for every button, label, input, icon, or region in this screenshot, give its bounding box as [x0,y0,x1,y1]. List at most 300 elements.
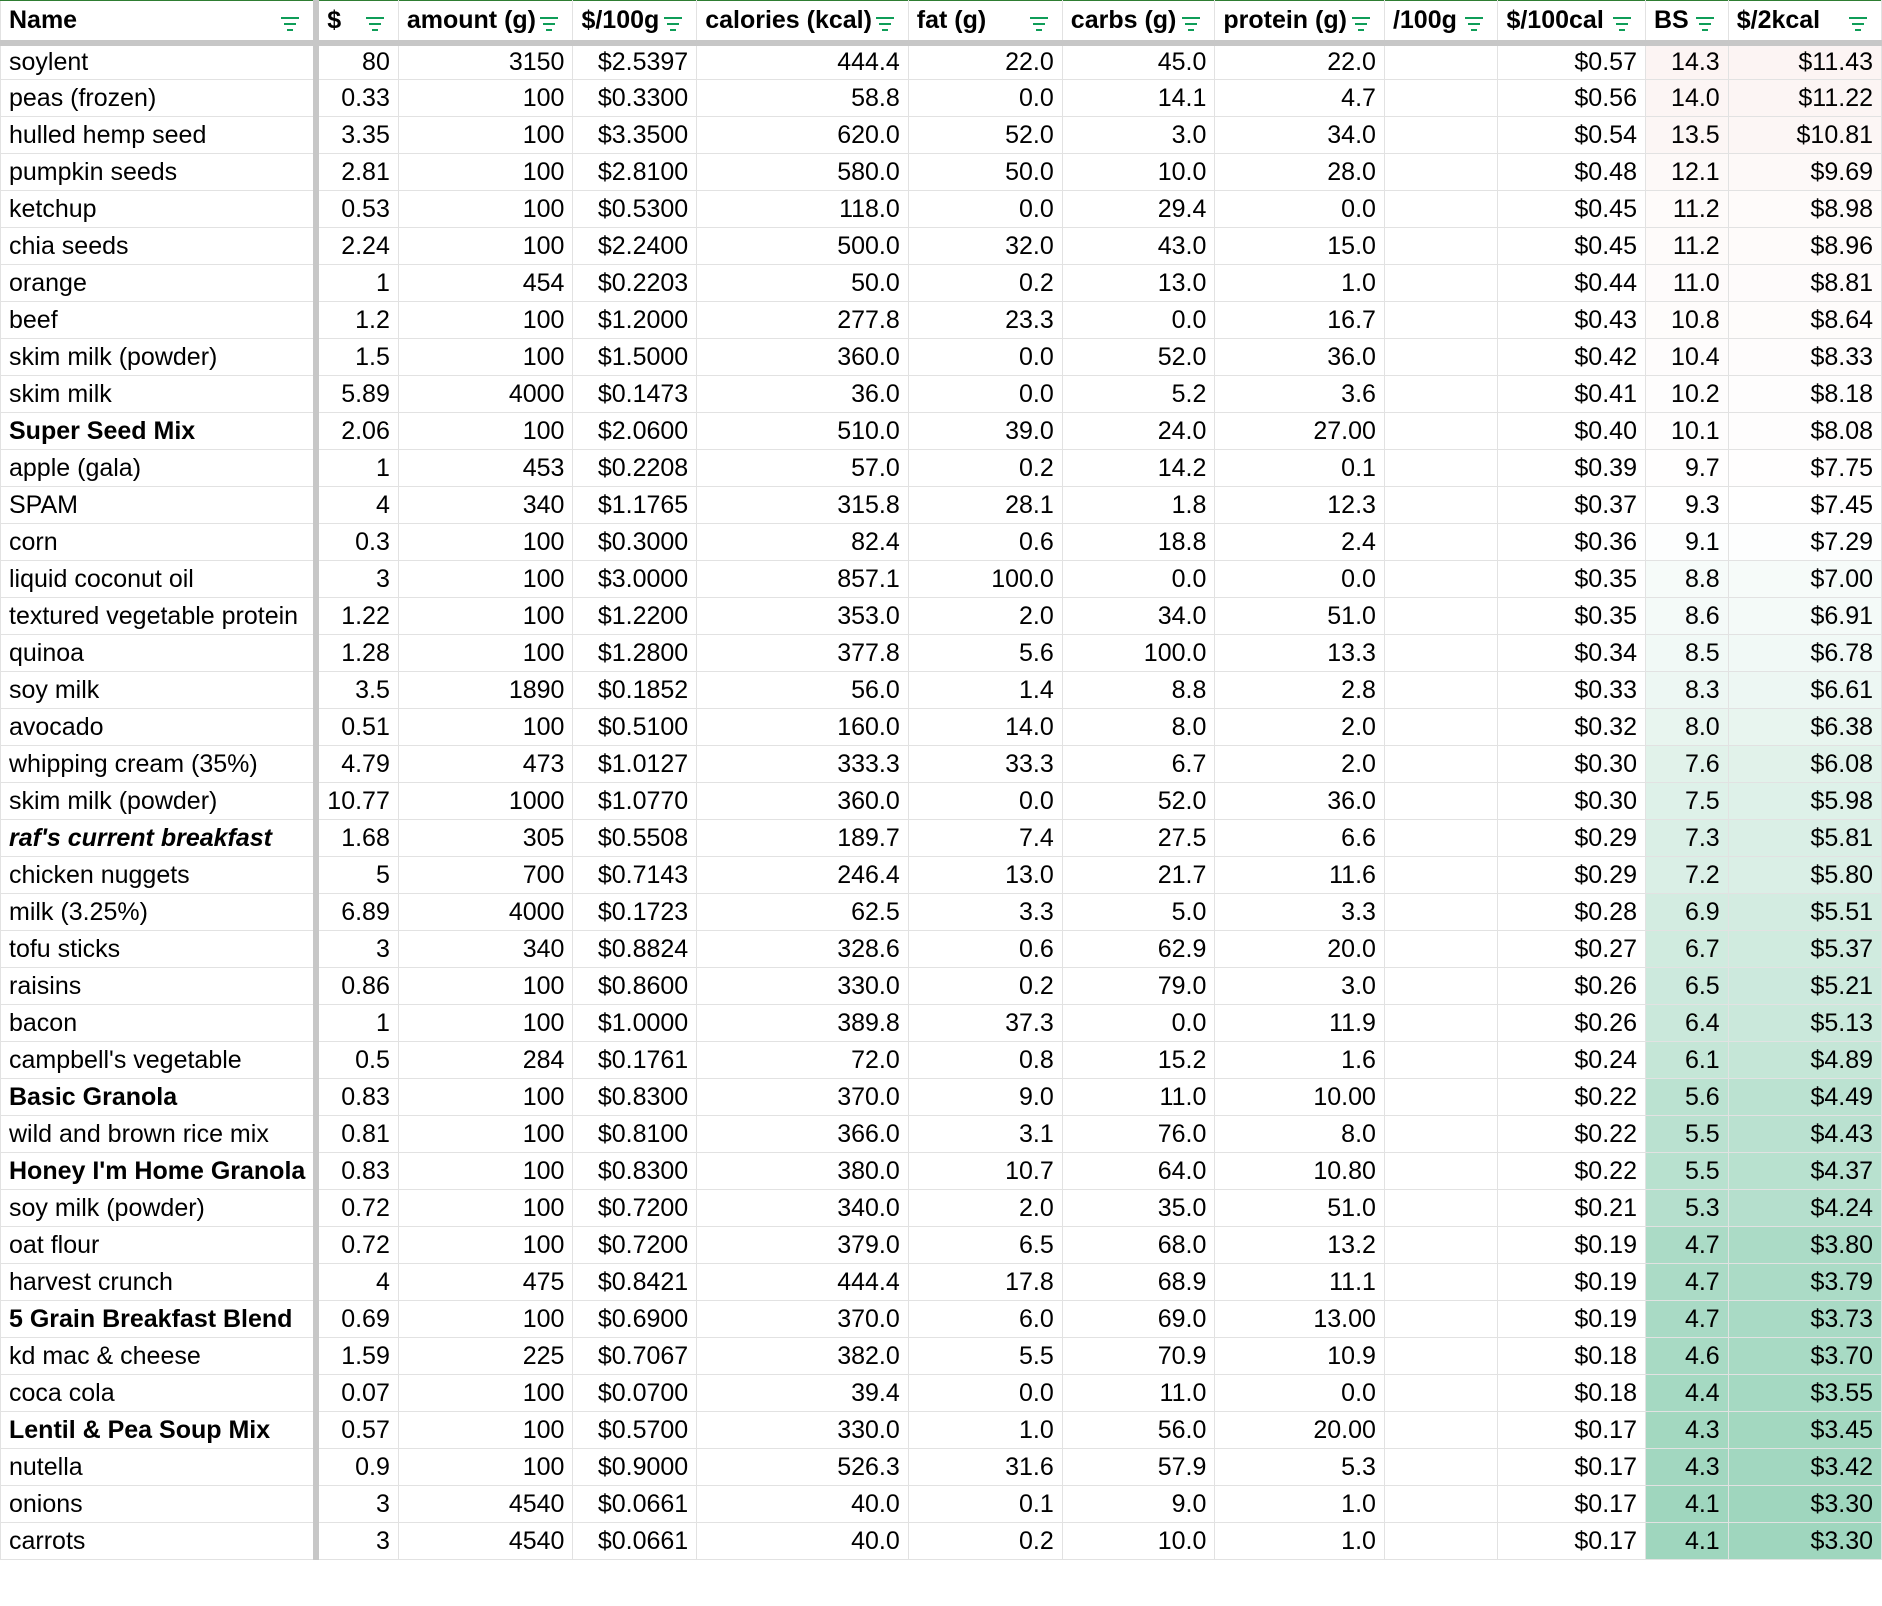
cell-fat[interactable]: 0.6 [908,524,1062,561]
cell-bs[interactable]: 10.2 [1645,376,1728,413]
cell-bs[interactable]: 4.7 [1645,1301,1728,1338]
cell-carbs[interactable]: 3.0 [1062,117,1215,154]
cell-per-100g[interactable] [1384,672,1498,709]
cell-protein[interactable]: 0.0 [1215,191,1385,228]
cell-price-per-100cal[interactable]: $0.35 [1498,598,1646,635]
cell-protein[interactable]: 11.1 [1215,1264,1385,1301]
cell-fat[interactable]: 1.4 [908,672,1062,709]
cell-bs[interactable]: 4.7 [1645,1264,1728,1301]
cell-amount[interactable]: 100 [398,524,573,561]
cell-fat[interactable]: 0.8 [908,1042,1062,1079]
cell-calories[interactable]: 330.0 [697,968,909,1005]
cell-price-per-100cal[interactable]: $0.37 [1498,487,1646,524]
cell-price-per-100g[interactable]: $1.2800 [573,635,697,672]
cell-per-100g[interactable] [1384,117,1498,154]
cell-bs[interactable]: 8.6 [1645,598,1728,635]
cell-amount[interactable]: 4540 [398,1486,573,1523]
cell-price-per-2kcal[interactable]: $7.75 [1728,450,1881,487]
column-header-name[interactable] [1,1,317,43]
cell-protein[interactable]: 51.0 [1215,1190,1385,1227]
cell-fat[interactable]: 5.5 [908,1338,1062,1375]
cell-fat[interactable]: 9.0 [908,1079,1062,1116]
cell-amount[interactable]: 4000 [398,894,573,931]
cell-calories[interactable]: 50.0 [697,265,909,302]
cell-price-per-100g[interactable]: $1.0770 [573,783,697,820]
cell-bs[interactable]: 11.2 [1645,228,1728,265]
cell-fat[interactable]: 37.3 [908,1005,1062,1042]
cell-carbs[interactable]: 45.0 [1062,43,1215,80]
cell-cost[interactable]: 0.69 [316,1301,398,1338]
cell-cost[interactable]: 3 [316,1523,398,1560]
cell-price-per-100g[interactable]: $2.2400 [573,228,697,265]
cell-per-100g[interactable] [1384,339,1498,376]
cell-name[interactable]: 5 Grain Breakfast Blend [1,1301,317,1338]
cell-cost[interactable]: 0.9 [316,1449,398,1486]
cell-price-per-100g[interactable]: $3.0000 [573,561,697,598]
cell-cost[interactable]: 0.57 [316,1412,398,1449]
cell-carbs[interactable]: 15.2 [1062,1042,1215,1079]
cell-calories[interactable]: 380.0 [697,1153,909,1190]
cell-bs[interactable]: 7.5 [1645,783,1728,820]
cell-name[interactable]: skim milk (powder) [1,339,317,376]
cell-amount[interactable]: 100 [398,598,573,635]
cell-price-per-100g[interactable]: $0.0700 [573,1375,697,1412]
cell-cost[interactable]: 0.81 [316,1116,398,1153]
cell-name[interactable]: whipping cream (35%) [1,746,317,783]
cell-fat[interactable]: 0.0 [908,1375,1062,1412]
cell-price-per-2kcal[interactable]: $7.00 [1728,561,1881,598]
cell-price-per-100cal[interactable]: $0.28 [1498,894,1646,931]
cell-carbs[interactable]: 57.9 [1062,1449,1215,1486]
cell-fat[interactable]: 32.0 [908,228,1062,265]
cell-fat[interactable]: 23.3 [908,302,1062,339]
cell-amount[interactable]: 100 [398,1116,573,1153]
cell-calories[interactable]: 315.8 [697,487,909,524]
cell-bs[interactable]: 5.5 [1645,1153,1728,1190]
cell-name[interactable]: carrots [1,1523,317,1560]
cell-calories[interactable]: 857.1 [697,561,909,598]
cell-calories[interactable]: 57.0 [697,450,909,487]
cell-fat[interactable]: 22.0 [908,43,1062,80]
cell-protein[interactable]: 1.0 [1215,1486,1385,1523]
cell-name[interactable]: soy milk [1,672,317,709]
cell-per-100g[interactable] [1384,968,1498,1005]
cell-bs[interactable]: 6.1 [1645,1042,1728,1079]
cell-price-per-2kcal[interactable]: $3.73 [1728,1301,1881,1338]
cell-calories[interactable]: 510.0 [697,413,909,450]
cell-price-per-100g[interactable]: $0.3000 [573,524,697,561]
cell-protein[interactable]: 1.0 [1215,1523,1385,1560]
cell-bs[interactable]: 9.1 [1645,524,1728,561]
cell-name[interactable]: liquid coconut oil [1,561,317,598]
cell-fat[interactable]: 2.0 [908,1190,1062,1227]
cell-price-per-100g[interactable]: $0.0661 [573,1486,697,1523]
cell-calories[interactable]: 444.4 [697,43,909,80]
cell-price-per-2kcal[interactable]: $8.98 [1728,191,1881,228]
cell-calories[interactable]: 328.6 [697,931,909,968]
cell-carbs[interactable]: 68.9 [1062,1264,1215,1301]
filter-icon[interactable] [364,11,386,29]
cell-name[interactable]: harvest crunch [1,1264,317,1301]
cell-per-100g[interactable] [1384,191,1498,228]
cell-calories[interactable]: 340.0 [697,1190,909,1227]
cell-price-per-2kcal[interactable]: $3.30 [1728,1523,1881,1560]
cell-price-per-2kcal[interactable]: $3.80 [1728,1227,1881,1264]
cell-bs[interactable]: 6.7 [1645,931,1728,968]
cell-cost[interactable]: 0.5 [316,1042,398,1079]
cell-price-per-2kcal[interactable]: $5.98 [1728,783,1881,820]
cell-per-100g[interactable] [1384,820,1498,857]
cell-cost[interactable]: 0.51 [316,709,398,746]
cell-amount[interactable]: 3150 [398,43,573,80]
cell-calories[interactable]: 379.0 [697,1227,909,1264]
cell-price-per-2kcal[interactable]: $8.64 [1728,302,1881,339]
cell-name[interactable]: Honey I'm Home Granola [1,1153,317,1190]
cell-per-100g[interactable] [1384,1449,1498,1486]
cell-price-per-100cal[interactable]: $0.39 [1498,450,1646,487]
cell-price-per-100cal[interactable]: $0.17 [1498,1523,1646,1560]
cell-bs[interactable]: 4.3 [1645,1449,1728,1486]
cell-calories[interactable]: 500.0 [697,228,909,265]
cell-name[interactable]: orange [1,265,317,302]
cell-name[interactable]: onions [1,1486,317,1523]
cell-amount[interactable]: 454 [398,265,573,302]
cell-protein[interactable]: 1.6 [1215,1042,1385,1079]
cell-amount[interactable]: 100 [398,1190,573,1227]
cell-carbs[interactable]: 13.0 [1062,265,1215,302]
cell-fat[interactable]: 0.2 [908,450,1062,487]
cell-price-per-100g[interactable]: $0.7200 [573,1227,697,1264]
cell-amount[interactable]: 100 [398,968,573,1005]
cell-protein[interactable]: 13.3 [1215,635,1385,672]
cell-price-per-100cal[interactable]: $0.19 [1498,1264,1646,1301]
cell-amount[interactable]: 340 [398,487,573,524]
cell-calories[interactable]: 82.4 [697,524,909,561]
cell-protein[interactable]: 5.3 [1215,1449,1385,1486]
cell-bs[interactable]: 6.4 [1645,1005,1728,1042]
cell-price-per-2kcal[interactable]: $7.45 [1728,487,1881,524]
cell-price-per-100cal[interactable]: $0.18 [1498,1338,1646,1375]
cell-price-per-100cal[interactable]: $0.36 [1498,524,1646,561]
cell-protein[interactable]: 13.2 [1215,1227,1385,1264]
cell-calories[interactable]: 620.0 [697,117,909,154]
cell-calories[interactable]: 370.0 [697,1079,909,1116]
cell-amount[interactable]: 475 [398,1264,573,1301]
cell-bs[interactable]: 10.1 [1645,413,1728,450]
cell-price-per-100cal[interactable]: $0.34 [1498,635,1646,672]
cell-amount[interactable]: 473 [398,746,573,783]
cell-per-100g[interactable] [1384,746,1498,783]
column-header-fat[interactable] [908,1,1062,43]
cell-carbs[interactable]: 10.0 [1062,1523,1215,1560]
cell-cost[interactable]: 0.53 [316,191,398,228]
cell-amount[interactable]: 1000 [398,783,573,820]
cell-carbs[interactable]: 29.4 [1062,191,1215,228]
cell-price-per-100g[interactable]: $1.0000 [573,1005,697,1042]
cell-protein[interactable]: 0.1 [1215,450,1385,487]
cell-price-per-100g[interactable]: $1.2200 [573,598,697,635]
cell-name[interactable]: kd mac & cheese [1,1338,317,1375]
cell-price-per-100g[interactable]: $0.1473 [573,376,697,413]
cell-price-per-2kcal[interactable]: $5.13 [1728,1005,1881,1042]
cell-price-per-100g[interactable]: $0.6900 [573,1301,697,1338]
cell-cost[interactable]: 3 [316,561,398,598]
cell-name[interactable]: soylent [1,43,317,80]
cell-price-per-100g[interactable]: $0.7143 [573,857,697,894]
cell-carbs[interactable]: 6.7 [1062,746,1215,783]
cell-price-per-2kcal[interactable]: $4.89 [1728,1042,1881,1079]
cell-carbs[interactable]: 34.0 [1062,598,1215,635]
cell-name[interactable]: Super Seed Mix [1,413,317,450]
cell-carbs[interactable]: 64.0 [1062,1153,1215,1190]
cell-cost[interactable]: 1.68 [316,820,398,857]
cell-carbs[interactable]: 52.0 [1062,783,1215,820]
cell-price-per-2kcal[interactable]: $3.42 [1728,1449,1881,1486]
cell-price-per-100g[interactable]: $0.7200 [573,1190,697,1227]
cell-name[interactable]: hulled hemp seed [1,117,317,154]
filter-icon[interactable] [1028,11,1050,29]
cell-price-per-2kcal[interactable]: $4.49 [1728,1079,1881,1116]
filter-icon[interactable] [1611,11,1633,29]
cell-price-per-2kcal[interactable]: $6.61 [1728,672,1881,709]
cell-bs[interactable]: 11.2 [1645,191,1728,228]
cell-per-100g[interactable] [1384,1301,1498,1338]
column-header-price-per-100g[interactable] [573,1,697,43]
cell-carbs[interactable]: 0.0 [1062,1005,1215,1042]
cell-carbs[interactable]: 0.0 [1062,302,1215,339]
cell-carbs[interactable]: 69.0 [1062,1301,1215,1338]
cell-cost[interactable]: 0.3 [316,524,398,561]
cell-protein[interactable]: 3.3 [1215,894,1385,931]
cell-price-per-100g[interactable]: $2.0600 [573,413,697,450]
cell-carbs[interactable]: 5.2 [1062,376,1215,413]
cell-name[interactable]: peas (frozen) [1,80,317,117]
cell-protein[interactable]: 27.00 [1215,413,1385,450]
cell-price-per-100cal[interactable]: $0.44 [1498,265,1646,302]
cell-cost[interactable]: 1.59 [316,1338,398,1375]
cell-carbs[interactable]: 27.5 [1062,820,1215,857]
cell-protein[interactable]: 2.8 [1215,672,1385,709]
cell-amount[interactable]: 225 [398,1338,573,1375]
column-header-cost[interactable] [316,1,398,43]
cell-name[interactable]: SPAM [1,487,317,524]
cell-carbs[interactable]: 0.0 [1062,561,1215,598]
cell-fat[interactable]: 0.0 [908,191,1062,228]
cell-carbs[interactable]: 79.0 [1062,968,1215,1005]
cell-carbs[interactable]: 8.8 [1062,672,1215,709]
filter-icon[interactable] [538,11,560,29]
cell-fat[interactable]: 39.0 [908,413,1062,450]
cell-carbs[interactable]: 68.0 [1062,1227,1215,1264]
cell-carbs[interactable]: 21.7 [1062,857,1215,894]
cell-carbs[interactable]: 100.0 [1062,635,1215,672]
cell-cost[interactable]: 4 [316,1264,398,1301]
cell-per-100g[interactable] [1384,931,1498,968]
cell-protein[interactable]: 12.3 [1215,487,1385,524]
cell-price-per-2kcal[interactable]: $6.38 [1728,709,1881,746]
cell-carbs[interactable]: 43.0 [1062,228,1215,265]
cell-amount[interactable]: 100 [398,709,573,746]
cell-name[interactable]: skim milk [1,376,317,413]
cell-fat[interactable]: 5.6 [908,635,1062,672]
cell-name[interactable]: coca cola [1,1375,317,1412]
cell-fat[interactable]: 31.6 [908,1449,1062,1486]
cell-amount[interactable]: 100 [398,117,573,154]
cell-amount[interactable]: 340 [398,931,573,968]
cell-price-per-100g[interactable]: $0.2208 [573,450,697,487]
cell-amount[interactable]: 4540 [398,1523,573,1560]
cell-bs[interactable]: 9.3 [1645,487,1728,524]
cell-per-100g[interactable] [1384,413,1498,450]
cell-calories[interactable]: 330.0 [697,1412,909,1449]
cell-bs[interactable]: 5.5 [1645,1116,1728,1153]
cell-protein[interactable]: 22.0 [1215,43,1385,80]
cell-price-per-100cal[interactable]: $0.35 [1498,561,1646,598]
cell-price-per-100cal[interactable]: $0.56 [1498,80,1646,117]
cell-calories[interactable]: 40.0 [697,1523,909,1560]
cell-protein[interactable]: 28.0 [1215,154,1385,191]
cell-per-100g[interactable] [1384,1523,1498,1560]
cell-price-per-2kcal[interactable]: $11.22 [1728,80,1881,117]
cell-amount[interactable]: 1890 [398,672,573,709]
cell-protein[interactable]: 0.0 [1215,561,1385,598]
cell-name[interactable]: campbell's vegetable [1,1042,317,1079]
cell-price-per-100g[interactable]: $0.1852 [573,672,697,709]
cell-price-per-100g[interactable]: $0.8300 [573,1153,697,1190]
cell-amount[interactable]: 453 [398,450,573,487]
cell-calories[interactable]: 366.0 [697,1116,909,1153]
cell-name[interactable]: quinoa [1,635,317,672]
cell-fat[interactable]: 14.0 [908,709,1062,746]
cell-price-per-100cal[interactable]: $0.19 [1498,1227,1646,1264]
cell-price-per-2kcal[interactable]: $8.08 [1728,413,1881,450]
cell-per-100g[interactable] [1384,1264,1498,1301]
cell-carbs[interactable]: 8.0 [1062,709,1215,746]
cell-bs[interactable]: 8.5 [1645,635,1728,672]
cell-per-100g[interactable] [1384,635,1498,672]
cell-name[interactable]: chicken nuggets [1,857,317,894]
cell-cost[interactable]: 1 [316,450,398,487]
cell-price-per-100g[interactable]: $0.8100 [573,1116,697,1153]
cell-amount[interactable]: 100 [398,1375,573,1412]
cell-cost[interactable]: 2.24 [316,228,398,265]
cell-name[interactable]: raisins [1,968,317,1005]
cell-price-per-100cal[interactable]: $0.17 [1498,1412,1646,1449]
cell-amount[interactable]: 100 [398,191,573,228]
cell-cost[interactable]: 10.77 [316,783,398,820]
cell-bs[interactable]: 14.3 [1645,43,1728,80]
cell-per-100g[interactable] [1384,265,1498,302]
cell-price-per-100g[interactable]: $0.1761 [573,1042,697,1079]
cell-cost[interactable]: 6.89 [316,894,398,931]
cell-amount[interactable]: 100 [398,339,573,376]
cell-price-per-100g[interactable]: $0.5100 [573,709,697,746]
cell-per-100g[interactable] [1384,80,1498,117]
cell-price-per-100cal[interactable]: $0.22 [1498,1079,1646,1116]
cell-per-100g[interactable] [1384,709,1498,746]
cell-protein[interactable]: 2.0 [1215,746,1385,783]
cell-protein[interactable]: 8.0 [1215,1116,1385,1153]
cell-per-100g[interactable] [1384,857,1498,894]
cell-fat[interactable]: 33.3 [908,746,1062,783]
cell-calories[interactable]: 118.0 [697,191,909,228]
cell-protein[interactable]: 13.00 [1215,1301,1385,1338]
cell-price-per-100cal[interactable]: $0.45 [1498,228,1646,265]
cell-fat[interactable]: 0.2 [908,1523,1062,1560]
cell-amount[interactable]: 305 [398,820,573,857]
cell-protein[interactable]: 3.0 [1215,968,1385,1005]
cell-cost[interactable]: 1.28 [316,635,398,672]
cell-amount[interactable]: 100 [398,228,573,265]
cell-protein[interactable]: 51.0 [1215,598,1385,635]
cell-cost[interactable]: 1.2 [316,302,398,339]
cell-price-per-100cal[interactable]: $0.22 [1498,1116,1646,1153]
cell-price-per-2kcal[interactable]: $7.29 [1728,524,1881,561]
filter-icon[interactable] [1350,11,1372,29]
cell-name[interactable]: ketchup [1,191,317,228]
cell-per-100g[interactable] [1384,1338,1498,1375]
cell-price-per-2kcal[interactable]: $3.55 [1728,1375,1881,1412]
cell-cost[interactable]: 0.83 [316,1079,398,1116]
cell-name[interactable]: skim milk (powder) [1,783,317,820]
cell-calories[interactable]: 246.4 [697,857,909,894]
cell-price-per-2kcal[interactable]: $4.43 [1728,1116,1881,1153]
cell-cost[interactable]: 80 [316,43,398,80]
cell-protein[interactable]: 20.00 [1215,1412,1385,1449]
cell-price-per-2kcal[interactable]: $5.51 [1728,894,1881,931]
cell-calories[interactable]: 353.0 [697,598,909,635]
cell-name[interactable]: pumpkin seeds [1,154,317,191]
cell-per-100g[interactable] [1384,598,1498,635]
cell-carbs[interactable]: 76.0 [1062,1116,1215,1153]
cell-price-per-100cal[interactable]: $0.42 [1498,339,1646,376]
cell-per-100g[interactable] [1384,487,1498,524]
cell-fat[interactable]: 17.8 [908,1264,1062,1301]
cell-price-per-100cal[interactable]: $0.22 [1498,1153,1646,1190]
cell-price-per-100cal[interactable]: $0.29 [1498,857,1646,894]
cell-fat[interactable]: 28.1 [908,487,1062,524]
cell-amount[interactable]: 100 [398,561,573,598]
cell-price-per-100cal[interactable]: $0.24 [1498,1042,1646,1079]
cell-protein[interactable]: 16.7 [1215,302,1385,339]
cell-fat[interactable]: 3.1 [908,1116,1062,1153]
cell-protein[interactable]: 11.6 [1215,857,1385,894]
cell-carbs[interactable]: 1.8 [1062,487,1215,524]
cell-price-per-2kcal[interactable]: $6.78 [1728,635,1881,672]
cell-price-per-2kcal[interactable]: $8.81 [1728,265,1881,302]
cell-cost[interactable]: 5.89 [316,376,398,413]
cell-fat[interactable]: 6.0 [908,1301,1062,1338]
cell-fat[interactable]: 0.2 [908,265,1062,302]
cell-cost[interactable]: 3.35 [316,117,398,154]
cell-protein[interactable]: 20.0 [1215,931,1385,968]
cell-calories[interactable]: 39.4 [697,1375,909,1412]
cell-price-per-2kcal[interactable]: $5.80 [1728,857,1881,894]
cell-per-100g[interactable] [1384,524,1498,561]
cell-price-per-100cal[interactable]: $0.33 [1498,672,1646,709]
cell-protein[interactable]: 4.7 [1215,80,1385,117]
cell-price-per-2kcal[interactable]: $8.33 [1728,339,1881,376]
cell-name[interactable]: corn [1,524,317,561]
cell-price-per-100g[interactable]: $0.0661 [573,1523,697,1560]
cell-name[interactable]: textured vegetable protein [1,598,317,635]
cell-protein[interactable]: 6.6 [1215,820,1385,857]
column-header-price-per-100cal[interactable] [1498,1,1646,43]
filter-icon[interactable] [279,11,301,29]
cell-price-per-100cal[interactable]: $0.26 [1498,968,1646,1005]
cell-name[interactable]: Basic Granola [1,1079,317,1116]
cell-price-per-2kcal[interactable]: $3.79 [1728,1264,1881,1301]
